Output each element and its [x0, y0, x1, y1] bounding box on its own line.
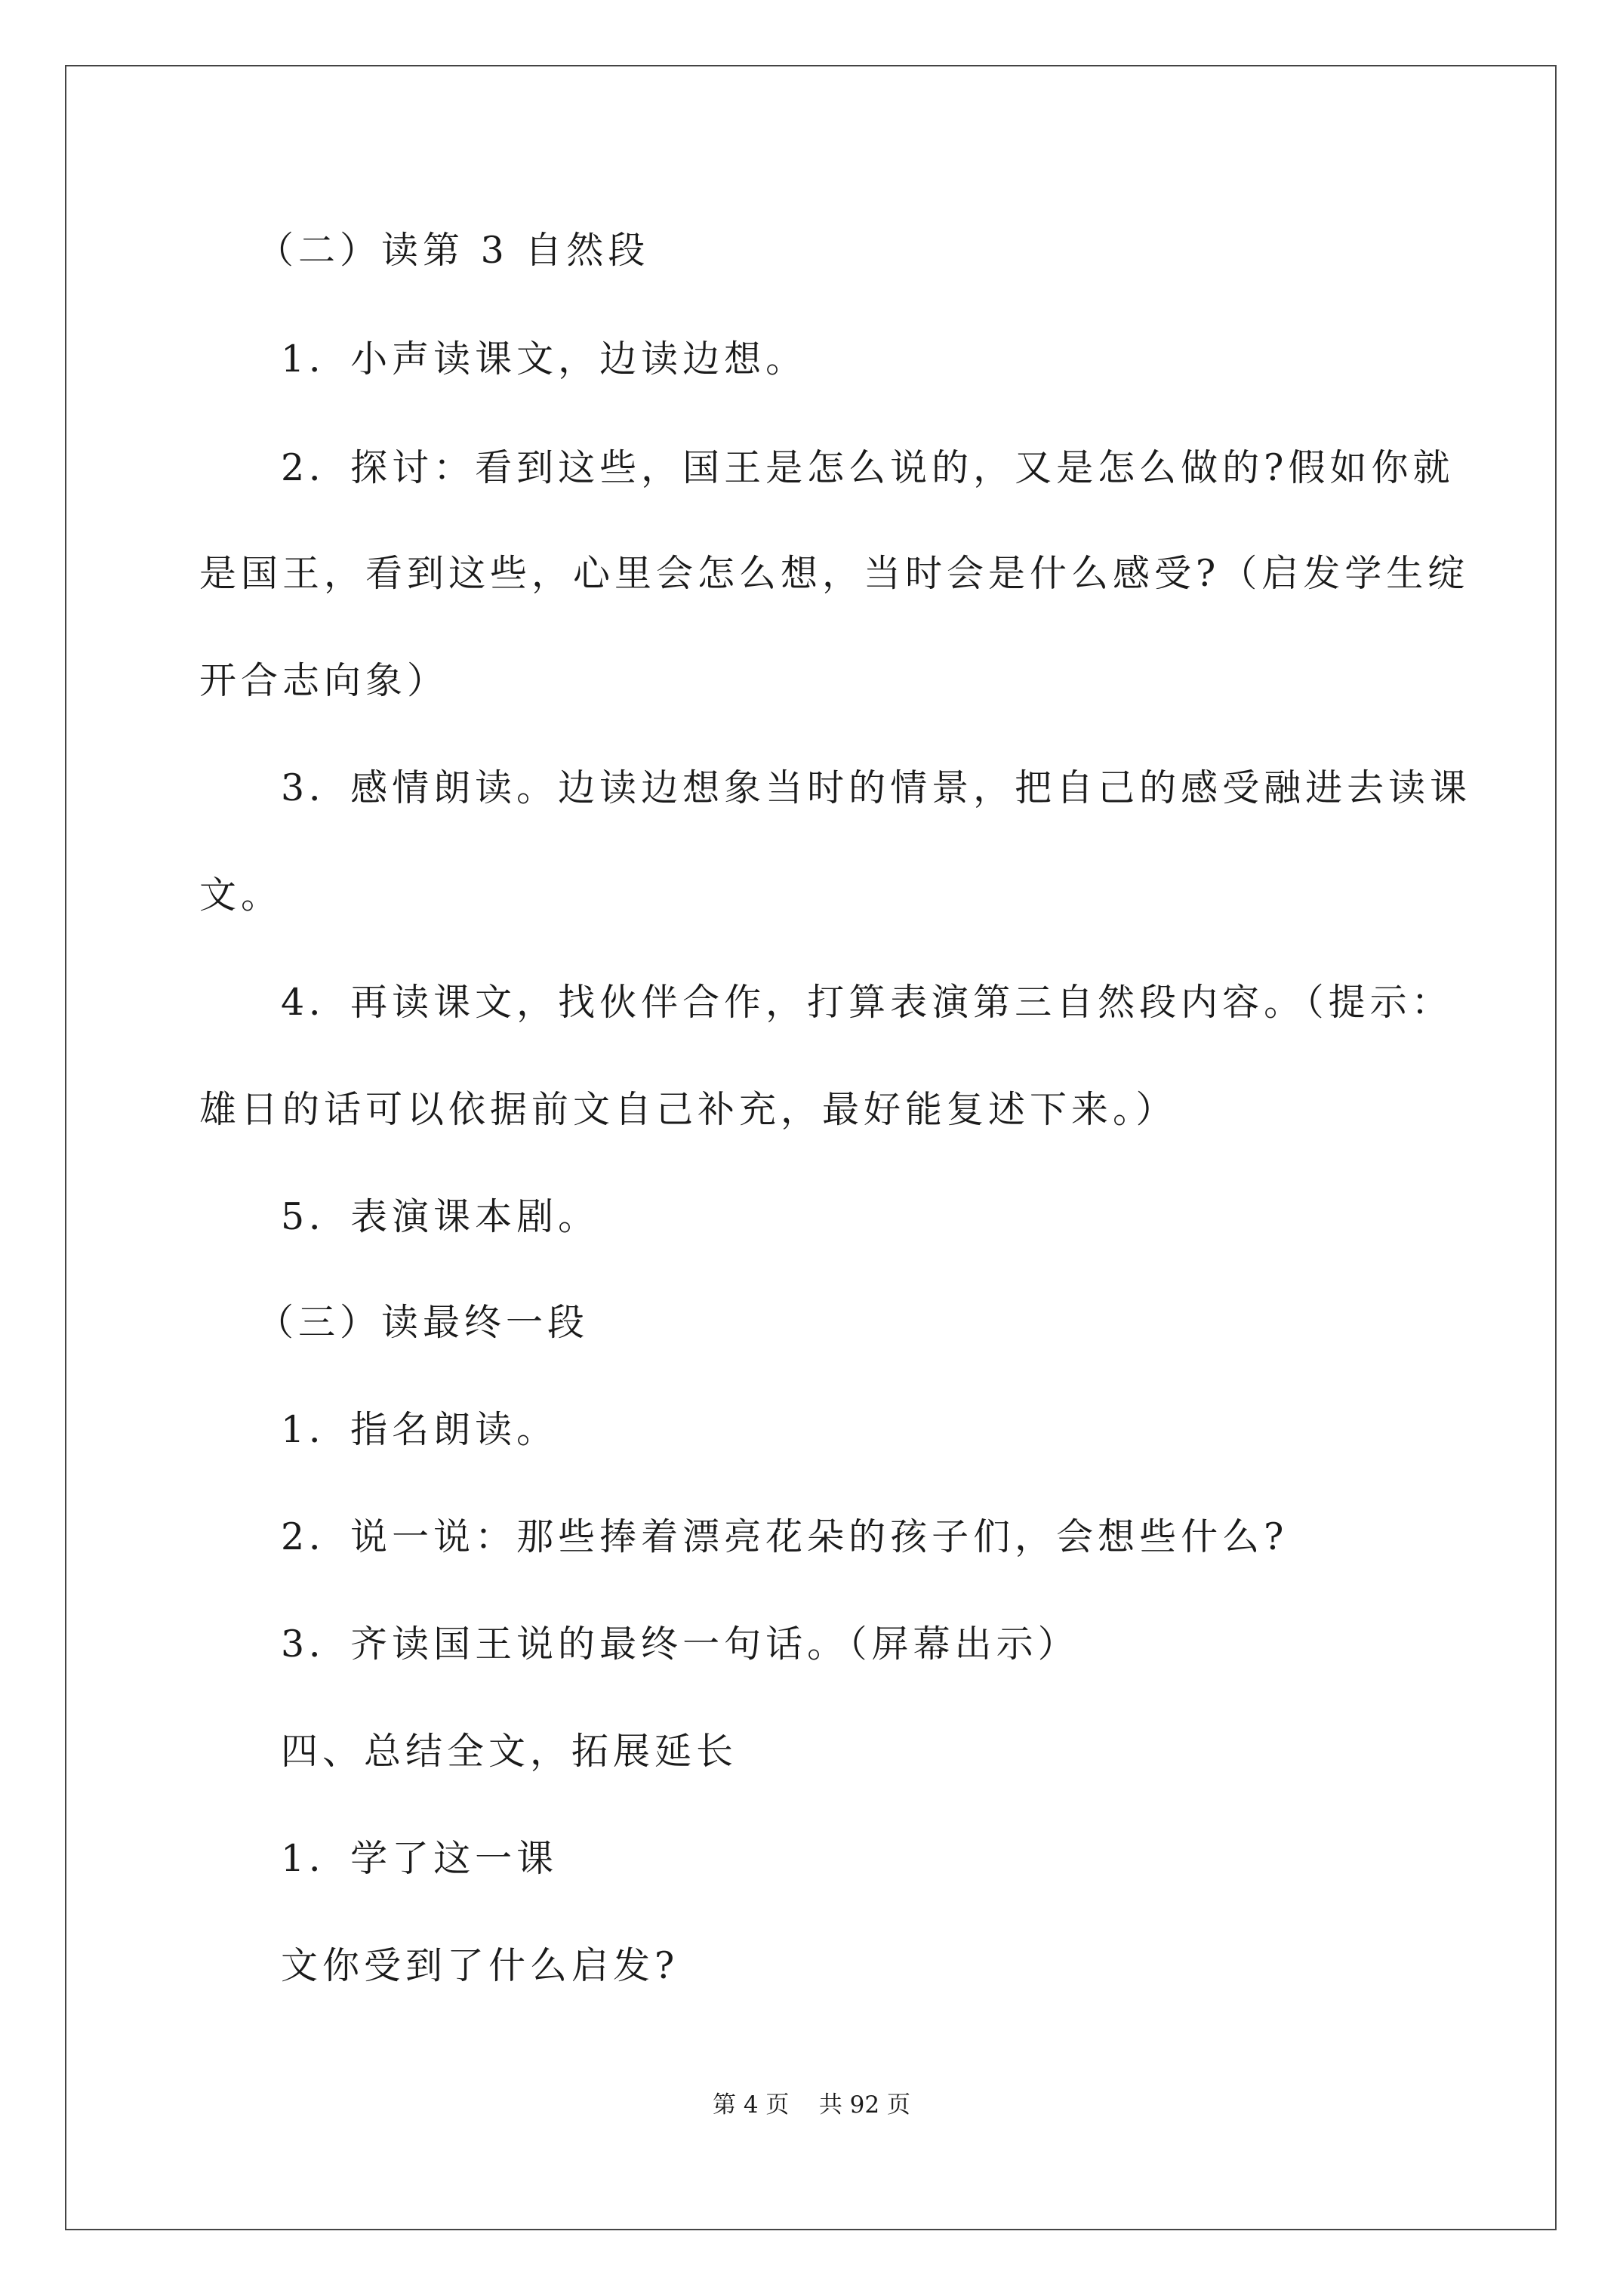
page-number-footer: 第 4 页 共 92 页: [712, 2091, 910, 2119]
paragraph-line: 开合志向象）: [199, 659, 449, 702]
paragraph-line: 文你受到了什么启发?: [281, 1944, 679, 1987]
paragraph-line: 5．表演课本剧。: [281, 1195, 600, 1238]
section-heading-2: （二）读第 3 自然段: [257, 229, 650, 272]
paragraph-line: 2．说一说：那些捧着漂亮花朵的孩子们，会想些什么?: [281, 1515, 1289, 1558]
section-heading-4: 四、总结全文，拓展延长: [281, 1730, 738, 1773]
paragraph-line: 3．感情朗读。边读边想象当时的情景，把自己的感受融进去读课: [281, 766, 1472, 809]
paragraph-line: 3．齐读国王说的最终一句话。（屏幕出示）: [281, 1623, 1079, 1666]
paragraph-line: 文。: [199, 874, 283, 917]
paragraph-line: 1．学了这一课: [281, 1837, 559, 1880]
paragraph-line: 雄日的话可以依据前文自己补充，最好能复述下来。）: [199, 1088, 1178, 1131]
paragraph-line: 1．小声读课文，边读边想。: [281, 337, 808, 381]
section-heading-3: （三）读最终一段: [257, 1301, 590, 1344]
paragraph-line: 4．再读课文，找伙伴合作，打算表演第三自然段内容。（提示：: [281, 981, 1453, 1024]
paragraph-line: 是国王，看到这些，心里会怎么想，当时会是什么感受?（启发学生绽: [199, 552, 1470, 595]
paragraph-line: 2．探讨：看到这些，国王是怎么说的，又是怎么做的?假如你就: [281, 446, 1455, 489]
page-frame: [65, 65, 1557, 2230]
paragraph-line: 1．指名朗读。: [281, 1408, 559, 1451]
